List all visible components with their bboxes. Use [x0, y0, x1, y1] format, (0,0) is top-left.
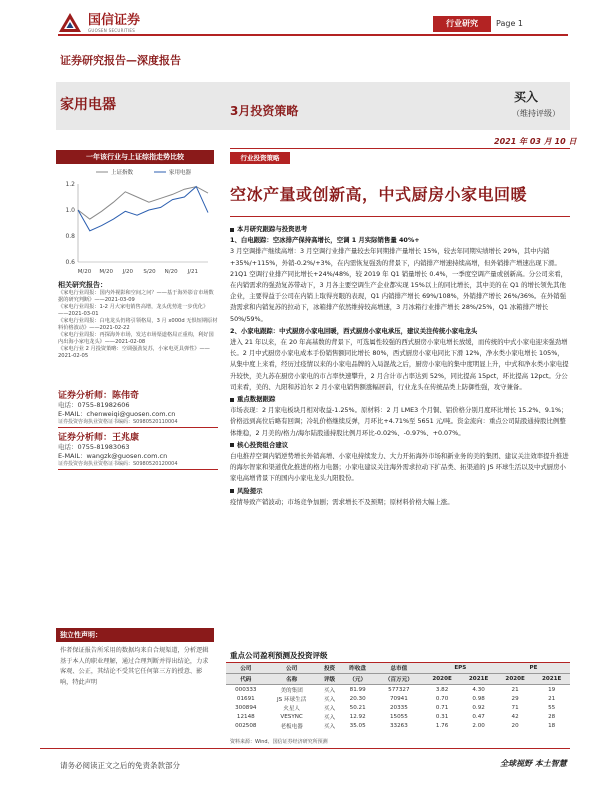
section-heading-text: 核心投资组合建议	[237, 440, 289, 449]
report-headline: 空冰产量或创新高，中式厨房小家电回暖	[230, 185, 528, 204]
table-cell: 4.30	[472, 686, 485, 693]
table-cell: 15055	[389, 714, 408, 721]
analyst-phone: 电话：0755-81982606	[58, 401, 130, 409]
table-cell: 01691	[236, 695, 255, 702]
chart-section-header: 一年该行业与上证综指走势比较	[56, 150, 214, 164]
x-tick-label: J/20	[122, 269, 134, 275]
related-item: 《家电行业周报：白电龙头仍将引领格局，3 月 x000d 无惧短期原材料价格波动》——2021-02-22	[58, 318, 218, 331]
report-period-title: 3月投资策略	[230, 104, 299, 118]
table-cell: 买入	[323, 715, 336, 722]
report-date: 2021 年 03 月 10 日	[494, 137, 577, 146]
analyst-info	[58, 386, 218, 470]
table-header-cell: 名称	[266, 674, 318, 685]
subsection-heading: 1、白电跟踪：空冰排产保持高增长，空调 1 月实际销售量 40%+	[230, 236, 420, 245]
footer-slogan: 全球视野 本土智慧	[500, 759, 567, 768]
table-cell: 2.00	[472, 723, 485, 730]
table-cell: 12148	[236, 714, 255, 721]
section-heading	[230, 486, 570, 497]
paragraph: 白电推荐空调内销逆势增长外销高增、小家电持续发力、大力开拓海外市场和新业务的美的集团、建议关注效率提升推进的海尔智家和渠道优化推进的格力电器；小家电建议关注海外需求拉动下扩品类、拓渠道的 JS 环球生活以及中式厨房小家电高增背景下的国内小家电龙头九阳股份。	[230, 452, 569, 483]
rating: 买入	[514, 90, 539, 104]
paragraph: 疫情导致产销波动；市场竞争加剧；需求增长不及预期；原材料价格大幅上涨。	[230, 497, 454, 506]
table-header-cell: 2020E	[497, 674, 534, 685]
bullet-icon	[230, 443, 234, 447]
page-number: Page 1	[496, 19, 523, 28]
table-row	[226, 713, 570, 722]
table-title: 重点公司盈利预测及投资评级	[230, 651, 328, 660]
series-line	[78, 187, 208, 231]
table-row	[226, 703, 570, 712]
table-header-cell: 总市值	[374, 663, 424, 674]
section-heading-text: 重点数据跟踪	[237, 395, 276, 404]
footer-divider	[40, 748, 570, 749]
table-body	[226, 685, 570, 731]
table-header-cell: 投资	[318, 663, 342, 674]
table-cell: 29	[511, 695, 519, 702]
bullet-icon	[230, 489, 234, 493]
related-item: 《家电行业周报：1-2 月大家电销售高增，龙头优势进一步优化》——2021-03-01	[58, 304, 209, 317]
table-cell: 19	[548, 686, 556, 693]
table-cell: 20335	[389, 704, 408, 711]
table-cell: 0.71	[435, 704, 449, 711]
strategy-tag: 行业投资策略	[230, 152, 290, 164]
table-header-cell: 2021E	[460, 674, 497, 685]
table-cell: 0.98	[472, 695, 485, 702]
section-heading-text: 本月研究跟踪与投资思考	[237, 225, 308, 233]
section-heading	[230, 440, 570, 451]
analyst-name: 证券分析师：王兆康	[58, 433, 140, 443]
forecast-table	[226, 662, 570, 731]
analyst-email: E-MAIL：wangzk@guosen.com.cn	[58, 452, 168, 460]
table-cell: 81.99	[349, 686, 366, 693]
table-header-cell: 昨收盘	[341, 663, 373, 674]
analyst-license: 证券投资咨询执业资格证书编码：S0980520110004	[58, 419, 218, 428]
table-cell: 老板电器	[280, 724, 303, 731]
table-cell: 12.92	[349, 714, 366, 721]
table-header-cell: EPS	[424, 663, 497, 674]
y-tick-label: 0.8	[65, 233, 75, 240]
related-research-title: 相关研究报告：	[58, 281, 107, 289]
bullet-icon	[230, 398, 234, 402]
table-cell: 0.92	[472, 704, 485, 711]
bullet-icon	[230, 228, 234, 232]
disclaimer-note: 请务必阅读正文之后的免责条款部分	[60, 761, 180, 770]
table-cell: 0.70	[435, 695, 449, 702]
table-header-cell: （元）	[341, 674, 373, 685]
table-cell: 35.05	[349, 723, 366, 730]
table-cell: 0.47	[472, 714, 485, 721]
table-cell: 买入	[323, 696, 336, 703]
table-cell: 42	[511, 714, 519, 721]
related-item: 《家电行业周报：国内外视影和空间之问？——基于海外影音市场数据的研究判断》——2021-03-09	[58, 290, 214, 303]
analyst-phone: 电话：0755-81983063	[58, 443, 130, 451]
table-row	[226, 722, 570, 731]
date-divider	[230, 148, 570, 149]
section-heading	[230, 394, 570, 405]
paragraph: 进入 21 年以来，在 20 年高基数的背景下，可选属性较强的西式厨房小家电增长放缓，而传统的中式小家电迎来强劲增长。2 月中式厨房小家电成本手份销售额同比增长 80%，西式厨房小家电同比下滑 12%，净水类小家电增长 105%，从集中度上来看，经历过疫情以来的小家电品牌的入局混战之后，厨房小家电的集中度明显上升，中式和净水类小家电提升较快，美九苏在厨房小家电的市占率快速攀升，2 月合计市占率达到 52%，同比提高 15pct，环比提高 12pct。分公司来看，美的、九阳和苏泊尔 2 月小家电销售额涨幅居前，行业龙头在传统品类上防御性强，攻守兼备。	[230, 338, 569, 391]
sector-name: 家用电器	[60, 97, 116, 113]
y-tick-label: 0.6	[65, 259, 75, 266]
table-cell: 美的集团	[280, 687, 303, 694]
table-header-row	[226, 663, 570, 674]
x-tick-label: S/20	[143, 269, 156, 275]
independence-statement: 作者保证报告所采用的数据均来自合规渠道，分析逻辑基于本人的职业理解，通过合理判断并得出结论，力求客观、公正，其结论不受其它任何第三方的授意、影响，特此声明	[60, 647, 209, 686]
table-header-cell: PE	[497, 663, 570, 674]
logo-mark-icon	[58, 12, 82, 34]
x-tick-label: N/20	[164, 269, 178, 275]
section-heading-text: 风险提示	[237, 486, 263, 495]
table-cell: VESYNC	[280, 714, 303, 721]
table-cell: 28	[548, 714, 556, 721]
table-cell: 000333	[235, 686, 257, 693]
table-cell: 50.21	[349, 704, 366, 711]
report-body	[230, 224, 570, 509]
related-item: 《家电行业 2 月投资策略：空调强劲复苏，小家电更具弹性》——2021-02-05	[58, 346, 210, 359]
header-category-tag: 行业研究	[433, 16, 491, 32]
table-header-cell: 代码	[226, 674, 266, 685]
analyst-email: E-MAIL：chenweiqi@guosen.com.cn	[58, 410, 176, 418]
x-tick-label: M/20	[77, 269, 92, 275]
table-header-cell: 2021E	[533, 674, 570, 685]
table-cell: 买入	[323, 687, 336, 694]
series-line	[78, 187, 208, 220]
legend-label: 家用电器	[169, 170, 192, 176]
table-header-row	[226, 674, 570, 685]
independence-header: 独立性声明：	[56, 628, 214, 642]
table-header-cell: 2020E	[424, 674, 461, 685]
header-divider	[58, 34, 568, 36]
y-tick-label: 1.2	[65, 181, 75, 188]
related-item: 《家电行业周报：再探海外市场，发达市场渠道格局正重构，利好国内出海小家电龙头》——2021-02-08	[58, 332, 214, 345]
table-cell: 33263	[389, 723, 408, 730]
table-cell: 20.30	[349, 695, 366, 702]
table-source: 资料来源：Wind、国信证券经济研究所预测	[230, 739, 328, 745]
table-cell: 300894	[235, 704, 257, 711]
table-cell: 0.31	[435, 714, 449, 721]
table-header-cell: （百万元）	[374, 674, 424, 685]
table-cell: 71	[511, 704, 519, 711]
paragraph: 3 月空调排产继续高增：3 月空调行业排产量较去年同期排产量增长 15%，较去年同期实绩增长 29%，其中内销+35%/+115%，外销-0.2%/+3%，在内需恢复强劲的背景下，内销排产增速持续高增，但外销排产增速出现下滑。21Q1 空调行业排产同比增长+24%/48%，较 2019 年 Q1 销量增长 0.4%，一季度空调产量或创新高。分公司来看，在内销需求的强劲复苏带动下，3 月各主要空调生产企业都实现 15%以上的同比增长，其中美的在 Q1 的增长领先其他企业，主要得益于公司在内销上取得亮眼的表现，Q1 内销排产增长 69%/108%，外销排产增长 26%/36%。在外销强劲需求和内销复苏的拉动下，冰箱排产依然维持较高增速，3 月冰箱行业排产增长 28%/25%，Q1 冰箱排产增长 50%/59%。	[230, 247, 567, 323]
table-cell: 577327	[388, 686, 410, 693]
table-row	[226, 694, 570, 703]
table-cell: 21	[548, 695, 556, 702]
table-cell: JS 环球生活	[276, 696, 307, 703]
table-cell: 火星人	[283, 705, 301, 712]
section-heading	[230, 224, 570, 235]
headline-divider	[230, 216, 570, 217]
logo-subtext: GUOSEN SECURITIES	[88, 27, 136, 33]
table-cell: 18	[548, 723, 556, 730]
x-tick-label: J/21	[187, 269, 199, 275]
table-cell: 买入	[323, 705, 336, 712]
related-research	[58, 280, 218, 360]
table-header-cell: 公司	[226, 663, 266, 674]
table-cell: 002508	[235, 723, 257, 730]
table-cell: 55	[548, 704, 556, 711]
table-cell: 买入	[323, 724, 336, 731]
table-cell: 3.82	[435, 686, 449, 693]
table-cell: 20	[511, 723, 519, 730]
table-cell: 21	[511, 686, 519, 693]
analyst-license: 证券投资咨询执业资格证书编码：S0980520120004	[58, 461, 218, 470]
table-header-cell: 公司	[266, 663, 318, 674]
analyst-name: 证券分析师：陈伟奇	[58, 391, 140, 401]
table-cell: 70941	[389, 695, 408, 702]
table-header-cell: 评级	[318, 674, 342, 685]
document-type: 证券研究报告—深度报告	[60, 54, 181, 67]
legend-label: 上证指数	[111, 170, 134, 176]
chart-svg	[56, 164, 214, 276]
table-row	[226, 685, 570, 695]
paragraph: 市场表现：2 月家电板块月相对收益-1.25%。原材料：2 月 LME3 个月铜、铝价格分别月度环比增长 15.2%、9.1%；价格远到高位后略有回调；冷轧价格继续反弹，月环比+4.71%至 5651 元/吨。资金流向：重点公司陆股通持股比例整体维稳，2 月美的/格力/海尔陆股通持股比例月环比-0.02%、-0.97%、+0.07%。	[230, 406, 568, 437]
y-tick-label: 1.0	[65, 207, 75, 214]
rating-note: （维持评级）	[512, 109, 560, 118]
title-band	[56, 82, 570, 130]
logo-text: 国信证券	[88, 12, 141, 28]
x-tick-label: M/20	[99, 269, 113, 275]
subsection-heading: 2、小家电跟踪：中式厨房小家电回暖，西式厨房小家电承压，建议关注传统小家电龙头	[230, 326, 478, 335]
index-comparison-chart	[56, 164, 214, 276]
table-cell: 1.76	[435, 723, 449, 730]
